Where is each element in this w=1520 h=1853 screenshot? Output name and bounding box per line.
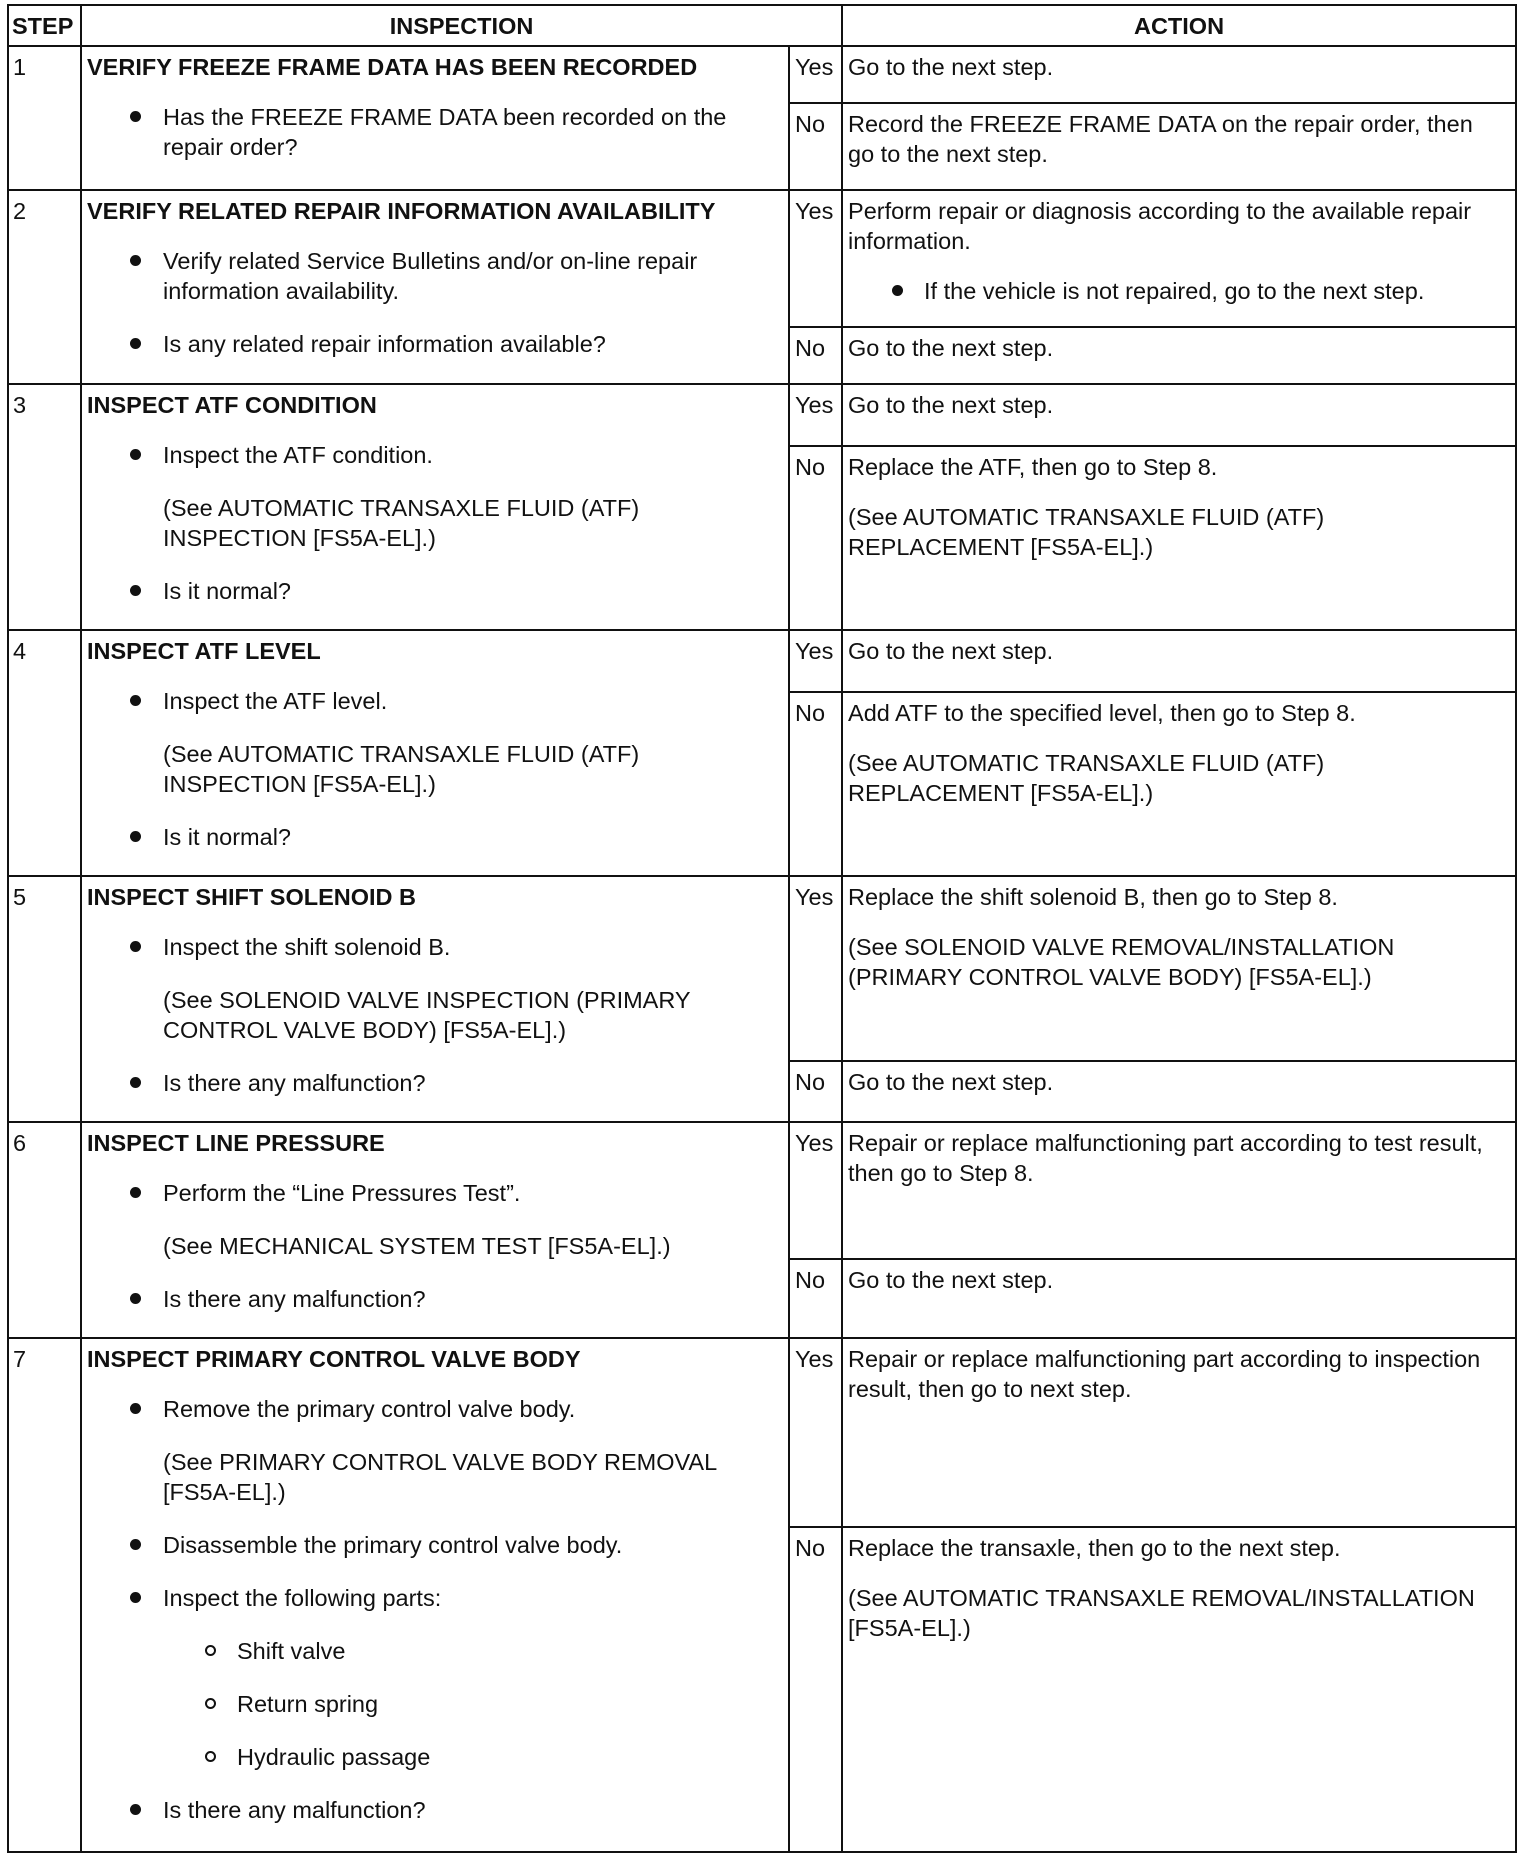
inspection-sub-bullet: Hydraulic passage (87, 1742, 780, 1772)
inspection-title: VERIFY RELATED REPAIR INFORMATION AVAILABILITY (87, 198, 716, 224)
action-yes (842, 1122, 1516, 1259)
action-text: Go to the next step. (848, 335, 1054, 361)
action-no (842, 1061, 1516, 1123)
inspection-sub-bullet: Shift valve (87, 1636, 780, 1666)
action-text: (See AUTOMATIC TRANSAXLE FLUID (ATF) REPLACEMENT [FS5A-EL].) (848, 503, 1325, 560)
step-number: 2 (8, 190, 81, 384)
inspection-title: INSPECT ATF CONDITION (87, 392, 377, 418)
inspection-bullet: Is it normal? (87, 576, 780, 606)
inspection-bullet: Remove the primary control valve body. (87, 1394, 780, 1424)
action-text: Repair or replace malfunctioning part according to test result, then go to Step 8. (848, 1130, 1483, 1186)
yes-label: Yes (789, 190, 842, 327)
reference-note: (See PRIMARY CONTROL VALVE BODY REMOVAL [FS5A-EL].) (163, 1449, 717, 1505)
action-bullet: If the vehicle is not repaired, go to the next step. (848, 276, 1505, 306)
action-text: (See SOLENOID VALVE REMOVAL/INSTALLATION (PRIMARY CONTROL VALVE BODY) [FS5A-EL].) (848, 934, 1395, 990)
inspection-bullet: Inspect the ATF condition. (87, 440, 780, 470)
reference-note: (See AUTOMATIC TRANSAXLE FLUID (ATF) INSPECTION [FS5A-EL].) (163, 495, 640, 551)
inspection-bullet: Perform the “Line Pressures Test”. (87, 1178, 780, 1208)
action-no (842, 327, 1516, 384)
action-yes (842, 46, 1516, 103)
inspection-title: INSPECT SHIFT SOLENOID B (87, 884, 417, 910)
step-number: 7 (8, 1338, 81, 1852)
diagnostic-procedure-table (7, 4, 1517, 1853)
step-column-header: STEP (8, 5, 81, 46)
action-no (842, 692, 1516, 877)
inspection-bullet: Verify related Service Bulletins and/or on-line repair information availability. (87, 246, 780, 306)
action-text: (See AUTOMATIC TRANSAXLE FLUID (ATF) REPLACEMENT [FS5A-EL].) (848, 749, 1325, 806)
yes-label: Yes (789, 384, 842, 446)
no-label: No (789, 327, 842, 384)
action-text: Perform repair or diagnosis according to the available repair information. (848, 198, 1472, 254)
action-text: Go to the next step. (848, 638, 1054, 664)
inspection-cell (81, 1122, 789, 1338)
inspection-title: VERIFY FREEZE FRAME DATA HAS BEEN RECORDED (87, 54, 698, 80)
no-label: No (789, 1061, 842, 1123)
yes-label: Yes (789, 876, 842, 1061)
inspection-bullet: Is there any malfunction? (87, 1284, 780, 1314)
action-text: Go to the next step. (848, 392, 1054, 418)
inspection-cell (81, 1338, 789, 1852)
yes-label: Yes (789, 630, 842, 692)
step-number: 4 (8, 630, 81, 876)
inspection-sub-bullet: Return spring (87, 1689, 780, 1719)
no-label: No (789, 692, 842, 877)
action-no (842, 446, 1516, 631)
step-row (8, 384, 1516, 446)
action-text: Go to the next step. (848, 1068, 1054, 1095)
inspection-bullet: Disassemble the primary control valve body. (87, 1530, 780, 1560)
action-column-header: ACTION (842, 5, 1516, 46)
no-label: No (789, 1527, 842, 1852)
step-row (8, 1338, 1516, 1527)
action-yes (842, 876, 1516, 1061)
action-text: Go to the next step. (848, 54, 1054, 80)
inspection-cell (81, 190, 789, 384)
step-number: 1 (8, 46, 81, 190)
inspection-title: INSPECT PRIMARY CONTROL VALVE BODY (87, 1346, 581, 1372)
inspection-bullet: Has the FREEZE FRAME DATA been recorded on the repair order? (87, 102, 780, 162)
action-text: Go to the next step. (848, 1266, 1054, 1293)
action-text: Add ATF to the specified level, then go to Step 8. (848, 699, 1356, 726)
no-label: No (789, 103, 842, 190)
inspection-column-header: INSPECTION (81, 5, 842, 46)
header-row (8, 5, 1516, 46)
action-text: Record the FREEZE FRAME DATA on the repair order, then go to the next step. (848, 111, 1473, 167)
reference-note: (See SOLENOID VALVE INSPECTION (PRIMARY CONTROL VALVE BODY) [FS5A-EL].) (163, 987, 691, 1043)
yes-label: Yes (789, 1122, 842, 1259)
action-text: Replace the transaxle, then go to the next step. (848, 1535, 1341, 1561)
inspection-bullet: Inspect the shift solenoid B. (87, 932, 780, 962)
action-text: Replace the shift solenoid B, then go to Step 8. (848, 884, 1338, 910)
step-number: 5 (8, 876, 81, 1122)
action-text: (See AUTOMATIC TRANSAXLE REMOVAL/INSTALLATION [FS5A-EL].) (848, 1585, 1475, 1641)
inspection-cell (81, 46, 789, 190)
action-no (842, 1527, 1516, 1852)
inspection-title: INSPECT ATF LEVEL (87, 638, 321, 664)
no-label: No (789, 446, 842, 631)
step-row (8, 46, 1516, 103)
action-yes (842, 190, 1516, 327)
action-yes (842, 630, 1516, 692)
step-row (8, 630, 1516, 692)
action-text: Repair or replace malfunctioning part according to inspection result, then go to next step. (848, 1346, 1481, 1402)
yes-label: Yes (789, 46, 842, 103)
inspection-bullet: Inspect the ATF level. (87, 686, 780, 716)
action-no (842, 1259, 1516, 1338)
step-number: 3 (8, 384, 81, 630)
action-text: Replace the ATF, then go to Step 8. (848, 453, 1218, 480)
action-no (842, 103, 1516, 190)
action-yes (842, 384, 1516, 446)
inspection-bullet: Is there any malfunction? (87, 1795, 780, 1825)
inspection-bullet: Is there any malfunction? (87, 1068, 780, 1098)
step-row (8, 190, 1516, 327)
step-row (8, 1122, 1516, 1259)
inspection-cell (81, 384, 789, 630)
action-yes (842, 1338, 1516, 1527)
inspection-bullet: Inspect the following parts: (87, 1583, 780, 1613)
inspection-cell (81, 876, 789, 1122)
step-row (8, 876, 1516, 1061)
reference-note: (See AUTOMATIC TRANSAXLE FLUID (ATF) INSPECTION [FS5A-EL].) (163, 741, 640, 797)
inspection-cell (81, 630, 789, 876)
no-label: No (789, 1259, 842, 1338)
yes-label: Yes (789, 1338, 842, 1527)
inspection-bullet: Is it normal? (87, 822, 780, 852)
step-number: 6 (8, 1122, 81, 1338)
inspection-title: INSPECT LINE PRESSURE (87, 1130, 385, 1156)
reference-note: (See MECHANICAL SYSTEM TEST [FS5A-EL].) (163, 1233, 671, 1259)
inspection-bullet: Is any related repair information available? (87, 329, 780, 359)
